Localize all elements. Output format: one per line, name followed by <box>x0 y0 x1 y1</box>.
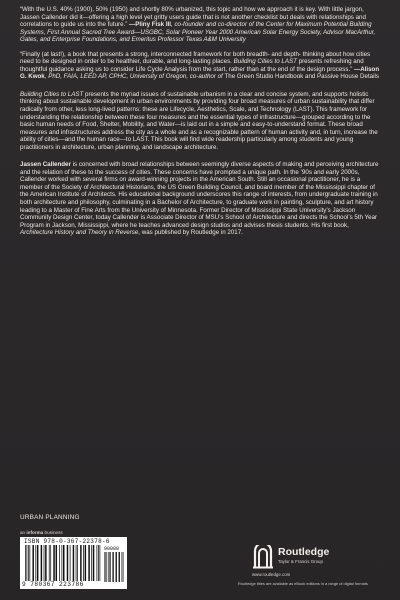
barcode-bar <box>25 545 26 581</box>
informa-suffix: business <box>43 530 63 535</box>
barcode-bar <box>50 545 51 581</box>
barcode-bar <box>110 552 111 582</box>
subject-category: URBAN PLANNING <box>20 514 80 521</box>
quote-2-affiliation: , PhD, FAIA, LEED AP, CPHC, University of Oregon, co-author of <box>44 73 225 81</box>
informa-business-line <box>20 530 63 535</box>
ebook-footnote: Routledge titles are available as eBook editions in a range of digital formats <box>238 581 368 586</box>
quote-2-text-after: presents refreshing and thoughtful guidance asking us to consider Life Cycle Analysis from the start, rather than at the end of the design process.” <box>20 58 364 73</box>
quote-1-author: —Pliny Fisk III <box>129 21 171 29</box>
blurb-text: presents the myriad issues of sustainable urbanism in a clear and concise system, and supports holistic thinking about sustainable development in urban environments by providing four broad measures of urban sustainability that differ radically from other, less long-lived patterns: these are Lifecycle, Aesthetics, Scale, and Technology (LAST). This framework for understanding the relationship between these four measures and the essential types of infrastructure—grouped according to the basic human needs of Food, Shelter, Mobility, and Water—is laid out in a simple and easy-to-understand format. These broad measures and infrastructures address the city as a whole and as a recognizable pattern of human activity and, in turn, increase the ability of cities—and the human race—to LAST. This book will find wide readership particularly among students and young practitioners in architecture, urban planning, and landscape architecture. <box>20 90 378 151</box>
barcode-bars <box>25 545 101 581</box>
blurb-book-title: Building Cities to LAST <box>20 90 84 98</box>
barcode-bar <box>88 545 89 581</box>
barcode-bar <box>119 552 120 582</box>
barcode-bar <box>77 545 78 581</box>
quote-2-book: The Green Studio Handbook <box>224 73 304 81</box>
barcode-bar <box>100 545 101 581</box>
barcode-bar <box>32 545 33 581</box>
isbn-number: ISBN 978-0-367-22378-6 <box>24 538 110 545</box>
publisher-block <box>252 545 362 569</box>
quote-1-affiliation: , co-founder and co-director of the Center for Maximum Potential Building Systems, First Annual Sacred Tree Award—USGBC, Solar Pioneer Year 2000 American Solar Energy Society, Advisor MacArthur, Gates, and Enterprise Foundations, and Emeritus Professor Texas A&M University <box>20 21 376 44</box>
barcode-bar <box>98 545 99 581</box>
publisher-name: Routledge <box>278 546 330 558</box>
barcode-bar <box>56 545 57 581</box>
barcode-bar <box>62 545 63 581</box>
barcode-bar <box>49 545 50 581</box>
publisher-tagline <box>278 559 323 564</box>
quote-2-author: —Alison G. Kwok <box>20 65 380 81</box>
quote-2-book-connector: and <box>303 73 318 81</box>
barcode-bar <box>108 552 109 582</box>
bio-author-name: Jassen Callender <box>20 161 71 169</box>
barcode-bar <box>29 545 30 581</box>
barcode-digits: 9 780367 223786 <box>22 581 84 588</box>
barcode-bar <box>35 545 36 581</box>
barcode-bar <box>45 545 46 581</box>
informa-prefix: an <box>20 530 27 535</box>
barcode-bar <box>83 545 84 581</box>
quote-2-book-2: Passive House Details <box>317 73 379 81</box>
barcode-bar <box>85 545 86 581</box>
informa-brand: informa <box>26 530 44 535</box>
barcode-bar <box>80 545 81 581</box>
routledge-logo-icon <box>252 545 274 569</box>
barcode-bar <box>70 545 71 581</box>
quote-2-book-title: Building Cities to LAST <box>233 58 297 66</box>
publisher-url: www.routledge.com <box>252 572 291 577</box>
bio-text: is concerned with broad relationships between seemingly diverse aspects of making and perceiving architecture and the relation of these to the success of cities. These concerns have prompted a unique path. In the ’90s and early 2000s, Callender worked with several firms on award-winning projects in the American South. Still an occasional practitioner, he is a member of the Society of Architectural Historians, the US Green Building Council, and board member of the Mississippi chapter of the American Institute of Architects. His educational background underscores this range of interests, from undergraduate training in both architecture and philosophy, culminating in a Bachelor of Architecture, to graduate work in painting, sculpture, and art history leading to a Master of Fine Arts from the University of Minnesota. Former Director of Mississippi State University’s Jackson Community Design Center, today Callender is Associate Director of MSU’s School of Architecture and directs the School’s 5th Year Program in Jackson, Mississippi, where he teaches advanced design studios and advises thesis students. His first book, <box>20 161 379 229</box>
barcode-bar <box>28 545 29 581</box>
bio-book-title: Architecture History and Theory in Reverse <box>20 229 139 237</box>
barcode-bar <box>73 545 74 581</box>
barcode-bar <box>53 545 54 581</box>
barcode-bar <box>91 545 92 581</box>
barcode-bar <box>63 545 64 581</box>
book-description <box>20 91 382 151</box>
barcode-bar <box>41 545 42 581</box>
barcode-bar <box>93 545 94 581</box>
isbn-barcode <box>20 537 127 589</box>
barcode-bar <box>67 545 68 581</box>
barcode-bar <box>113 552 114 582</box>
barcode-addon-digits: 90000 <box>104 546 120 552</box>
barcode-bar <box>44 545 45 581</box>
barcode-bar <box>26 545 27 581</box>
bio-text-end: , was published by Routledge in 2017. <box>138 229 243 237</box>
endorsement-quote-1 <box>20 6 382 44</box>
quote-2-text-before: “Finally (at last!), a book that presents a strong, interconnected framework for both breadth- and depth- thinking about how cities need to be designed in order to be healthier, durable, and long-lasting places. <box>20 50 371 66</box>
barcode-bar <box>37 545 38 581</box>
barcode-bar <box>76 545 77 581</box>
barcode-addon-bars <box>104 552 124 582</box>
barcode-bar <box>116 552 117 582</box>
back-cover-text <box>20 6 382 237</box>
quote-1-text: “With the U.S. 40% (1900), 50% (1950) and shortly 80% urbanized, this topic and how we approach it is key. With little jargon, Jassen Callender did it—offering a high level yet gritty users guide that is not another checklist but deals with relationships and correlations to guide us into the future.” <box>20 6 366 29</box>
barcode-bar <box>59 545 60 581</box>
barcode-bar <box>97 545 98 581</box>
publisher-group: Taylor & Francis Group <box>278 559 323 564</box>
endorsement-quote-2 <box>20 51 382 81</box>
author-bio <box>20 161 382 236</box>
